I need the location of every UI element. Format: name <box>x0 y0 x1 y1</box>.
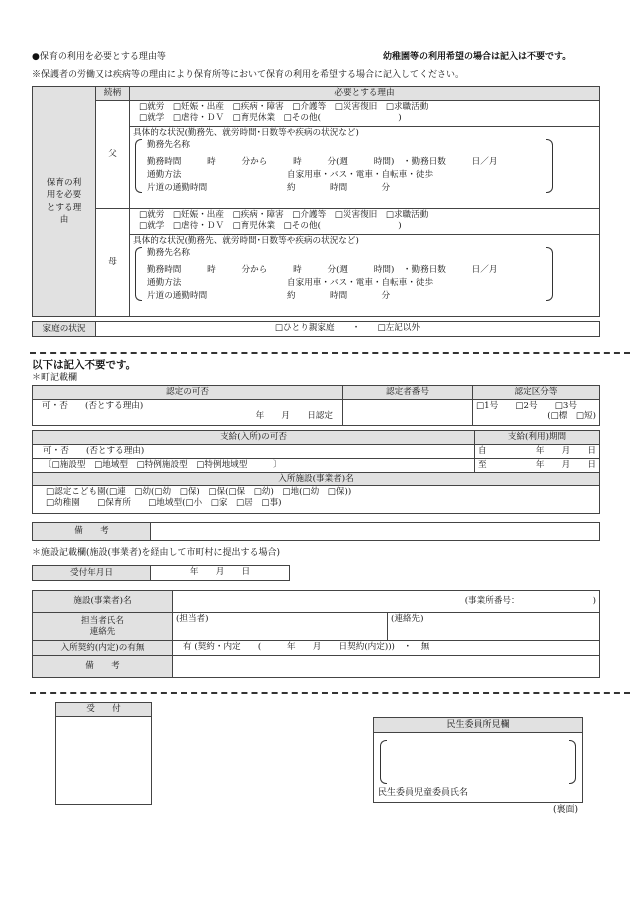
welfare-bracket-left <box>380 740 387 784</box>
father-options-line2: □就学 □虐待・ＤＶ □育児休業 □その他( ) <box>139 112 402 123</box>
approval-table <box>32 385 600 426</box>
mother-oneway-label: 片道の通勤時間 <box>147 290 208 301</box>
to-date: 年 月 日 <box>535 459 596 470</box>
contact-label <box>33 613 173 641</box>
father-options-line1: □就労 □妊娠・出産 □疾病・障害 □介護等 □災害復旧 □求職活動 <box>139 102 429 112</box>
approval-date: 年 月 日認定 <box>255 411 333 422</box>
mother-commute <box>135 277 543 290</box>
approval-header: 認定の可否 <box>33 386 343 400</box>
mother-commute-label: 通勤方法 <box>147 277 182 288</box>
mother-oneway-value: 約 時間 分 <box>287 290 391 301</box>
contact-label-line2: 連絡先 <box>89 626 116 637</box>
payment-table <box>32 430 600 514</box>
cut-line-bottom <box>30 692 630 694</box>
enrolled-line1: □認定こども園(□連 □幼(□幼 □保) □保(□保 □幼) □地(□幼 □保)) <box>46 487 352 498</box>
facility-remarks-label: 備 考 <box>33 656 173 678</box>
approval-yesno: 可・否 (否とする理由) <box>42 400 144 411</box>
received-label: 受付年月日 <box>33 566 151 581</box>
welfare-box <box>373 717 583 803</box>
father-workplace: 勤務先名称 <box>147 139 190 150</box>
remarks-label: 備 考 <box>33 523 151 541</box>
from-date: 年 月 日 <box>535 445 596 456</box>
cut-line-top <box>30 352 630 354</box>
reason-header: 必要とする理由 <box>130 87 600 101</box>
period-header: 支給(利用)期間 <box>475 431 600 445</box>
welfare-bracket-right <box>569 740 576 784</box>
contract-label: 入所契約(内定)の有無 <box>33 641 173 656</box>
to-label: 至 <box>478 459 487 470</box>
received-table <box>32 565 290 581</box>
father-details[interactable] <box>130 127 600 209</box>
enrolled-header: 入所施設(事業者)名 <box>33 472 600 486</box>
welfare-name-label: 民生委員児童委員氏名 <box>378 787 469 798</box>
welfare-title: 民生委員所見欄 <box>374 718 582 733</box>
relation-header: 続柄 <box>96 87 130 101</box>
reason-table <box>32 86 600 317</box>
mother-bracket <box>135 247 543 301</box>
father-bracket <box>135 139 543 193</box>
father-oneway-value: 約 時間 分 <box>287 182 391 193</box>
mother-commute-options: 自家用車・バス・電車・自転車・徒歩 <box>287 277 434 288</box>
section2-title: 以下は記入不要です。 <box>32 359 137 371</box>
facility-remarks-field[interactable] <box>173 656 600 678</box>
enrolled-options[interactable] <box>33 486 600 514</box>
father-commute <box>135 169 543 182</box>
contact-field[interactable]: (連絡先) <box>388 613 600 641</box>
reception-box <box>55 702 152 805</box>
right-note: 幼稚園等の利用希望の場合は記入は不要です。 <box>383 52 572 62</box>
approver-header: 認定者番号 <box>343 386 473 400</box>
received-value[interactable]: 年 月 日 <box>151 566 290 581</box>
mother-details[interactable] <box>130 235 600 317</box>
father-hours: 勤務時間 時 分から 時 分(週 時間) ・勤務日数 日／月 <box>147 156 498 167</box>
facility-types[interactable]: 〔□施設型 □地域型 □特例施設型 □特例地域型 〕 <box>33 458 475 472</box>
father-oneway-label: 片道の通勤時間 <box>147 182 208 193</box>
category-header: 認定区分等 <box>473 386 600 400</box>
staff-field[interactable]: (担当者) <box>173 613 388 641</box>
mother-hours: 勤務時間 時 分から 時 分(週 時間) ・勤務日数 日／月 <box>147 264 498 275</box>
contact-label-line1: 担当者氏名 <box>81 615 124 626</box>
category-cell[interactable] <box>473 399 600 425</box>
mother-options-line1: □就労 □妊娠・出産 □疾病・障害 □介護等 □災害復旧 □求職活動 <box>139 210 429 220</box>
category-line2: (□標 □短) <box>547 411 596 422</box>
category-line1: □1号 □2号 □3号 <box>476 400 577 411</box>
from-label: 自 <box>478 445 487 456</box>
contract-value[interactable]: 有 (契約・内定 ( 年 月 日契約(内定))) ・ 無 <box>173 641 600 656</box>
reception-stamp-area[interactable] <box>56 716 152 804</box>
period-to[interactable] <box>475 458 600 472</box>
facility-table <box>32 590 600 678</box>
remarks-field[interactable] <box>151 523 600 541</box>
town-note: ＊町記載欄 <box>32 373 78 383</box>
family-options[interactable]: □ひとり親家庭 ・ □左記以外 <box>96 322 600 337</box>
family-label: 家庭の状況 <box>33 322 96 337</box>
approver-number-cell[interactable] <box>343 399 473 425</box>
approval-cell[interactable] <box>33 399 343 425</box>
subnote: ※保護者の労働又は疾病等の理由により保育所等において保育の利用を希望する場合に記入してください。 <box>32 70 465 80</box>
period-from[interactable] <box>475 444 600 458</box>
section-title: ●保育の利用を必要とする理由等 <box>32 52 166 62</box>
mother-options-line2: □就学 □虐待・ＤＶ □育児休業 □その他( ) <box>139 220 402 231</box>
payment-header: 支給(入所)の可否 <box>33 431 475 445</box>
father-commute-options: 自家用車・バス・電車・自転車・徒歩 <box>287 169 434 180</box>
father-options[interactable] <box>130 101 600 127</box>
mother-detail-heading: 具体的な状況(勤務先、就労時間･日数等や疾病の状況など) <box>133 236 359 246</box>
father-oneway <box>135 182 543 195</box>
mother-workplace: 勤務先名称 <box>147 247 190 258</box>
facility-name-label: 施設(事業者)名 <box>33 591 173 613</box>
reason-row-label: 保育の利用を必要とする理由 <box>33 87 96 317</box>
mother-label: 母 <box>96 209 130 317</box>
enrolled-line2: □幼稚園 □保育所 □地域型(□小 □家 □居 □事) <box>46 498 282 509</box>
office-number[interactable]: (事業所番号： ) <box>173 591 600 613</box>
facility-note: ＊施設記載欄(施設(事業者)を経由して市町村に提出する場合) <box>32 548 281 558</box>
payment-yesno[interactable]: 可・否 (否とする理由) <box>33 444 475 458</box>
father-detail-heading: 具体的な状況(勤務先、就労時間･日数等や疾病の状況など) <box>133 128 359 138</box>
back-side-label: (裏面) <box>553 805 579 815</box>
reception-label: 受 付 <box>56 703 152 717</box>
father-commute-label: 通勤方法 <box>147 169 182 180</box>
father-label: 父 <box>96 101 130 209</box>
mother-options[interactable] <box>130 209 600 235</box>
remarks-table <box>32 522 600 541</box>
mother-oneway <box>135 290 543 303</box>
family-row <box>32 321 600 337</box>
